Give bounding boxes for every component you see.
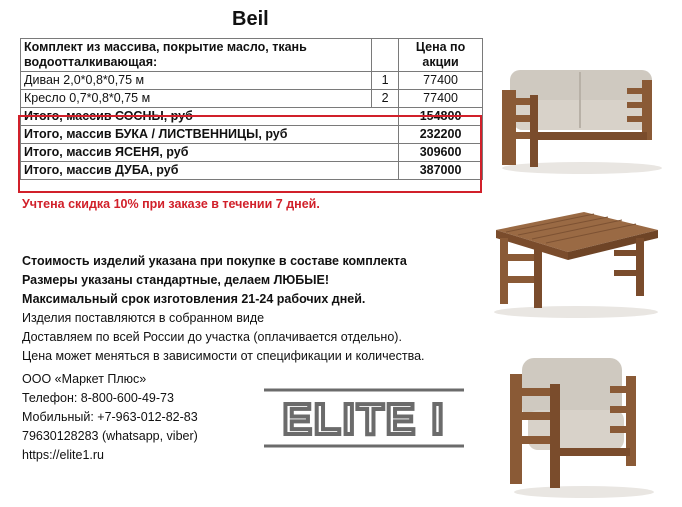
- armchair-photo: [492, 340, 664, 502]
- total-label: Итого, массив СОСНЫ, руб: [21, 108, 399, 126]
- discount-note: Учтена скидка 10% при заказе в течении 7 дней.: [22, 197, 320, 211]
- coffee-table-photo: [486, 192, 664, 322]
- note: Цена может меняться в зависимости от спецификации и количества.: [22, 349, 425, 363]
- total-row: [21, 108, 483, 126]
- total-label: Итого, массив ЯСЕНЯ, руб: [21, 144, 399, 162]
- total-price: 154800: [399, 108, 483, 126]
- item-price: 77400: [399, 90, 483, 108]
- whatsapp: 79630128283 (whatsapp, viber): [22, 429, 198, 443]
- total-price: 309600: [399, 144, 483, 162]
- total-price: 387000: [399, 162, 483, 180]
- item-name: Диван 2,0*0,8*0,75 м: [21, 72, 372, 90]
- total-row: [21, 144, 483, 162]
- note-bold: Размеры указаны стандартные, делаем ЛЮБЫЕ!: [22, 273, 330, 287]
- item-name: Кресло 0,7*0,8*0,75 м: [21, 90, 372, 108]
- table-row: [21, 90, 483, 108]
- total-label: Итого, массив ДУБА, руб: [21, 162, 399, 180]
- total-label: Итого, массив БУКА / ЛИСТВЕННИЦЫ, руб: [21, 126, 399, 144]
- header-qty: [372, 39, 399, 72]
- total-price: 232200: [399, 126, 483, 144]
- item-price: 77400: [399, 72, 483, 90]
- table-row: [21, 72, 483, 90]
- note: Изделия поставляются в собранном виде: [22, 311, 265, 325]
- logo-text: ELITE I: [282, 395, 446, 444]
- header-price: Цена по акции: [399, 39, 483, 72]
- sofa-photo: [492, 40, 664, 178]
- mobile-phone: Мобильный: +7-963-012-82-83: [22, 410, 198, 424]
- total-row: [21, 126, 483, 144]
- elite-logo: [262, 388, 466, 448]
- note-bold: Максимальный срок изготовления 21-24 рабочих дней.: [22, 292, 366, 306]
- note: Доставляем по всей России до участка (оплачивается отдельно).: [22, 330, 402, 344]
- phone: Телефон: 8-800-600-49-73: [22, 391, 174, 405]
- table-header-row: [21, 39, 483, 72]
- item-qty: 1: [372, 72, 399, 90]
- total-row: [21, 162, 483, 180]
- header-description: Комплект из массива, покрытие масло, ткань водоотталкивающая:: [21, 39, 372, 72]
- contacts-block: [22, 370, 198, 465]
- note-bold: Стоимость изделий указана при покупке в составе комплекта: [22, 254, 407, 268]
- notes-block: [22, 252, 425, 366]
- item-qty: 2: [372, 90, 399, 108]
- website-link[interactable]: https://elite1.ru: [22, 448, 104, 462]
- page-title: Beil: [232, 8, 269, 30]
- company-name: ООО «Маркет Плюс»: [22, 372, 147, 386]
- price-table: [20, 38, 483, 180]
